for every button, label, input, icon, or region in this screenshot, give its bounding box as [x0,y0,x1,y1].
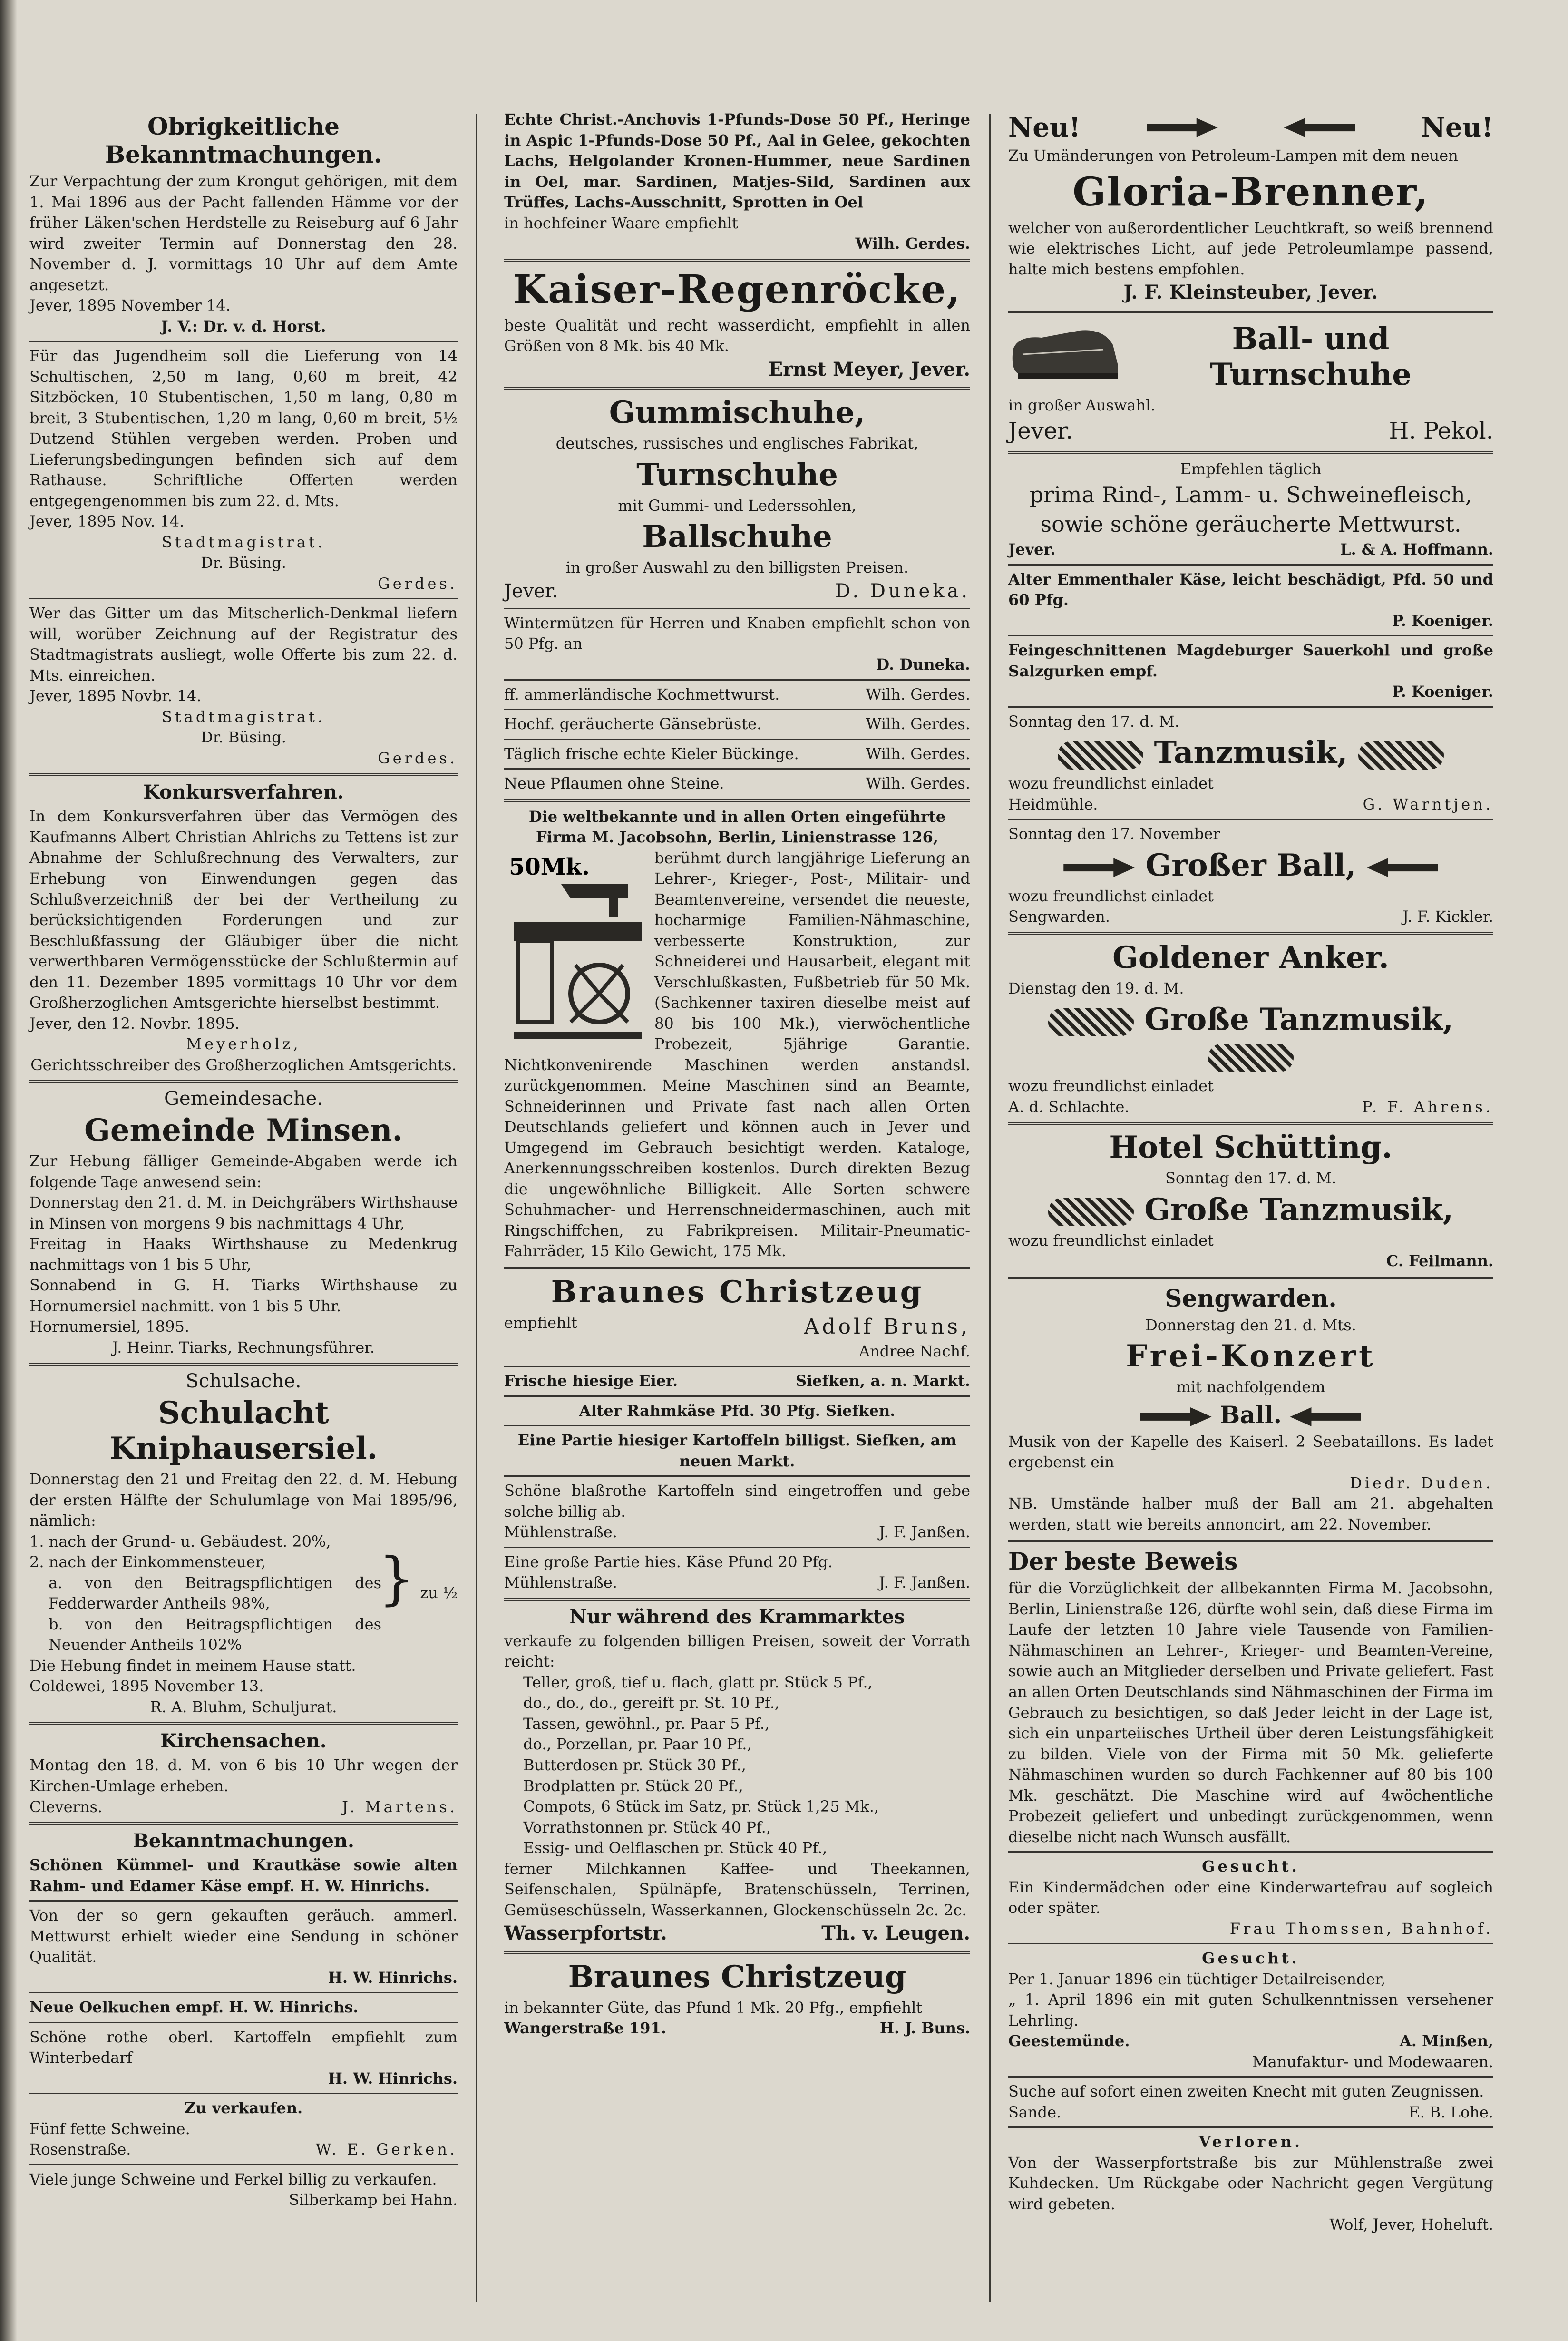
municipal-text: Freitag in Haaks Wirthshause zu Medenkrug nachmittags von 1 bis 5 Uhr, [29,1235,458,1274]
divider [29,341,458,342]
ad-text: Täglich frische echte Kieler Bückinge. [504,744,799,763]
column-right [1008,109,1493,2235]
place: A. d. Schlachte. [1008,1097,1130,1116]
ad-row [504,773,970,794]
ad-text: Wintermützen für Herren und Knaben empfiehlt schon von 50 Pfg. an [504,614,970,653]
place: Rosenstraße. [29,2140,131,2159]
ad-title: Gesucht. [1202,1949,1300,1968]
ad-row [504,714,970,735]
church-signature-row [29,1797,458,1818]
ad-signature: J. F. Kleinsteuber, Jever. [1123,281,1378,304]
signature: Wilh. Gerdes. [866,685,970,703]
brace: } [378,1545,415,1612]
price-list [504,1672,970,1859]
ad-text: Echte Christ.-Anchovis 1-Pfunds-Dose 50 Pf., Heringe in Aspic 1-Pfunds-Dose 50 Pf., Aal in Gelee, gekochten Lachs, Helgolander Kronen-Hummer, neue Sardinen in Oel, mar. Sardinen, Matjes-Sild, Sardinen aux Trüffes, Lachs-Ausschnitt, Sprotten in Oel [504,110,970,212]
municipal-text: Zur Hebung fälliger Gemeinde-Abgaben werde ich folgende Tage anwesend sein: [29,1152,458,1191]
notice-date: Coldewei, 1895 November 13. [29,1677,264,1696]
divider [504,799,970,802]
ad-text: Hochf. geräucherte Gänsebrüste. [504,715,762,733]
price-list-item: do., do., do., gereift pr. St. 10 Pf., [523,1694,780,1712]
divider [29,1822,458,1825]
price-list-item: Butterdosen pr. Stück 30 Pf., [523,1756,746,1774]
ad-subtitle: Große Tanzmusik, [1144,1002,1454,1038]
ad-text: Per 1. Januar 1896 ein tüchtiger Detailreisender, [1008,1970,1386,1988]
ad-text: mit Gummi- und Lederssohlen, [618,496,857,515]
notice-clerk: Gerdes. [378,574,458,593]
notice-signature: Meyerholz, [186,1035,301,1053]
notice-date: Hornumersiel, 1895. [29,1317,190,1336]
notice-gitter: Wer das Gitter um das Mitscherlich-Denkmal liefern will, worüber Zeichnung auf der Registratur des Stadtmagistrats ausliegt, wolle Offerte bis zum 22. d. Mts. einreichen. [29,604,458,684]
ad-signature: D. Duneka. [876,655,970,673]
column-rule-2 [989,114,991,2302]
tanzmusik-row [1008,1192,1493,1228]
pointing-hand-icon [1147,118,1218,137]
place: Wangerstraße 191. [504,2019,666,2038]
ad-signature: H. W. Hinrichs. [328,2069,458,2087]
notice-signature: J. Heinr. Tiarks, Rechnungsführer. [112,1338,375,1356]
place: Wasserpfortstr. [504,1922,667,1945]
pointing-hand-icon [1367,858,1438,877]
divider [1008,932,1493,935]
municipal-label: Gemeindesache. [164,1088,323,1110]
school-label: Schulsache. [185,1370,302,1393]
neu-header [1008,109,1493,146]
ad-text: Frische hiesige Eier. [504,1372,678,1390]
ad-text: wozu freundlichst einladet [1008,774,1214,793]
ad-signature-row [504,578,970,604]
ad-signature: Frau Thomssen, Bahnhof. [1229,1919,1493,1938]
sewing-machine-ad [504,848,970,1262]
divider [504,1475,970,1477]
ad-signature-row [29,2139,458,2160]
municipal-title: Gemeinde Minsen. [84,1112,403,1149]
official-notices-title: Obrigkeitliche Bekanntmachungen. [105,112,382,168]
ad-text: wozu freundlichst einladet [1008,1231,1214,1249]
ad-text: Schöne rothe oberl. Kartoffeln empfiehlt zum Winterbedarf [29,2028,458,2067]
ad-title: Braunes Christzeug [568,1959,906,1995]
page-binding-edge [0,0,17,2341]
neu-label: Neu! [1008,112,1081,143]
ad-text: welcher von außerordentlicher Leuchtkraft, so weiß brennend wie elektrisches Licht, auf jede Petroleumlampe passend, halte mich bestens empfohlen. [1008,218,1493,278]
ad-text: wozu freundlichst einladet [1008,887,1214,905]
divider [1008,2126,1493,2128]
divider [1008,311,1493,313]
signature: Siefken, a. n. Markt. [795,1372,970,1390]
ad-text: Von der so gern gekauften geräuch. ammerl. Mettwurst erhielt wieder eine Sendung in schöner Qualität. [29,1906,458,1966]
ad-text: Zu Umänderungen von Petroleum-Lampen mit dem neuen [1008,146,1458,165]
ornament-icon [1358,741,1444,770]
ad-title: Gesucht. [1202,1857,1300,1876]
signature: L. & A. Hoffmann. [1340,540,1493,558]
divider [504,608,970,609]
ad-signature-row [504,1572,970,1593]
column-rule-1 [476,114,477,2302]
ad-text: ff. ammerländische Kochmettwurst. [504,685,780,703]
ad-text: in großer Auswahl. [1008,396,1156,414]
price-list-item: Vorrathstonnen pr. Stück 40 Pf., [523,1818,771,1836]
ad-title: Ballschuhe [642,519,832,555]
ad-text: wozu freundlichst einladet [1008,1077,1214,1095]
ad-subtitle: Ball. [1219,1400,1282,1429]
signature: J. F. Janßen. [879,1523,970,1541]
ad-row [504,684,970,705]
notice-authority: Stadtmagistrat. [161,533,326,551]
ad-title: prima Rind-, Lamm- u. Schweinefleisch, sowie schöne geräucherte Mettwurst. [1029,481,1472,537]
ad-text: Suche auf sofort einen zweiten Knecht mit guten Zeugnissen. [1008,2082,1484,2101]
ad-signature-row [1008,2031,1493,2052]
divider [1008,1943,1493,1944]
ad-title: Goldener Anker. [1112,939,1389,975]
school-title: Schulacht Kniphausersiel. [109,1395,378,1467]
ad-text: Alter Emmenthaler Käse, leicht beschädigt, Pfd. 50 und 60 Pfg. [1008,570,1493,609]
signature: Wilh. Gerdes. [866,744,970,763]
divider [29,2164,458,2165]
ad-text: „ 1. April 1896 ein mit guten Schulkenntnissen versehener Lehrling. [1008,1990,1493,2029]
signature: J. Martens. [342,1797,458,1816]
ad-text: für die Vorzüglichkeit der allbekannten Firma M. Jacobsohn, Berlin, Linienstraße 126, dürfte wohl sein, daß diese Firma im Laufe der letzten 10 Jahre viele Tausende von Familien-Nähmaschinen an Lehrer-, Krieger- und Beamten-Vereine, sowie auch an Mitglieder derselben und Private geliefert. Fast an allen Orten Deutschlands sind Nähmaschinen der Firma im Gebrauch zu besichtigen, so daß Jeder leicht in der Lage ist, sich ein unparteiisches Urtheil über deren Leistungsfähigkeit zu bilden. Viele von der Firma mit 50 Mk. gelieferte Nähmaschinen wurden so durch Fachkenner auf 80 bis 100 Mk. geschätzt. Die Maschine wird auf 4wöchentliche Probezeit geliefert und unbedingt zurückgenommen, wenn dieselbe nicht nach Wunsch ausfällt. [1008,1579,1493,1846]
event-date: Dienstag den 19. d. M. [1008,979,1184,997]
signature: Th. v. Leugen. [821,1922,970,1945]
signature: G. Warntjen. [1363,795,1493,813]
place: Cleverns. [29,1797,103,1816]
ad-subtitle: Große Tanzmusik, [1144,1191,1454,1228]
notice-date: Jever, 1895 Nov. 14. [29,512,185,531]
signature: W. E. Gerken. [315,2140,458,2159]
dance-title-row [1008,735,1493,771]
shoe-ad [1008,318,1493,395]
ad-title: Tanzmusik, [1154,735,1348,771]
tanzmusik-row [1008,1002,1493,1073]
ad-note: NB. Umstände halber muß der Ball am 21. abgehalten werden, statt wie bereits annoncirt, am 22. November. [1008,1494,1493,1533]
ball-title-row [1008,848,1493,883]
signature: Adolf Bruns, [804,1314,970,1339]
divider [1008,1277,1493,1279]
ad-signature-row [504,1522,970,1543]
event-date: Donnerstag den 21. d. Mts. [1145,1316,1356,1334]
ad-heading: Die weltbekannte und in allen Orten eingeführte Firma M. Jacobsohn, Berlin, Linienstrasse 126, [528,807,946,847]
ad-title: Braunes Christzeug [551,1274,924,1310]
divider [1008,1540,1493,1542]
ad-title: Turnschuhe [636,457,838,493]
ad-signature: C. Feilmann. [1386,1252,1493,1270]
ad-text: deutsches, russisches und englisches Fabrikat, [555,434,919,453]
divider [504,1366,970,1367]
ad-row [504,744,970,765]
place: Jever. [1008,540,1056,558]
sewing-machine-illustration [504,851,647,1051]
price-list-item: Brodplatten pr. Stück 20 Pf., [523,1776,743,1795]
ad-text: Viele junge Schweine und Ferkel billig zu verkaufen. [29,2170,437,2188]
divider [504,1951,970,1954]
price-label: 50Mk. [509,853,590,880]
pointing-hand-icon [1284,118,1355,137]
ad-text: Von der Wasserpfortstraße bis zur Mühlenstraße zwei Kuhdecken. Um Rückgabe oder Nachricht gegen Vergütung wird gebeten. [1008,2153,1493,2213]
event-date: Sonntag den 17. d. M. [1008,712,1180,731]
price-list-item: Essig- und Oelflaschen pr. Stück 40 Pf., [523,1839,828,1857]
notice-date: Jever, den 12. Novbr. 1895. [29,1014,240,1033]
ad-text: Alter Rahmkäse Pfd. 30 Pfg. Siefken. [579,1401,896,1420]
list-item: a. von den Beitragspflichtigen des Fedderwarder Antheils 98%, [49,1573,381,1613]
column-left [29,109,458,2211]
ad-text: Schönen Kümmel- und Krautkäse sowie alten Rahm- und Edamer Käse empf. H. W. Hinrichs. [29,1856,458,1895]
divider [504,259,970,262]
signature: J. F. Janßen. [879,1573,970,1592]
ornament-icon [1048,1198,1134,1226]
ad-title: Gummischuhe, [609,395,866,431]
signature: A. Minßen, [1399,2032,1493,2050]
divider [29,1080,458,1083]
ornament-icon [1048,1008,1134,1036]
ad-signature-row [1008,539,1493,560]
school-text: Die Hebung findet in meinem Hause statt. [29,1656,356,1675]
divider [504,1395,970,1397]
ad-signature: Andree Nachf. [858,1342,970,1360]
school-text: Donnerstag den 21 und Freitag den 22. d. M. Hebung der ersten Hälfte der Schulumlage von Mai 1895/96, nämlich: [29,1470,458,1530]
signature: P. F. Ahrens. [1362,1097,1493,1116]
ad-text: Empfehlen täglich [1180,460,1322,478]
divider [1008,819,1493,820]
notice-signature: J. V.: Dr. v. d. Horst. [161,317,326,335]
ad-text: Neue Oelkuchen empf. H. W. Hinrichs. [29,1998,359,2017]
ad-text: empfiehlt [504,1313,577,1332]
bankruptcy-title: Konkursverfahren. [143,781,344,804]
signature: H. J. Buns. [879,2019,970,2038]
ad-row [504,1371,970,1392]
divider [504,1425,970,1426]
event-date: Sonntag den 17. d. M. [1165,1169,1337,1188]
ad-text: Fünf fette Schweine. [29,2119,190,2138]
divider [29,1900,458,1902]
ad-text: Eine Partie hiesiger Kartoffeln billigst. Siefken, am neuen Markt. [517,1431,957,1470]
school-list [29,1531,458,1656]
divider [1008,2076,1493,2078]
ad-text: verkaufe zu folgenden billigen Preisen, soweit der Vorrath reicht: [504,1631,970,1671]
list-item: 2. nach der Einkommensteuer, [29,1553,266,1571]
ad-text: ferner Milchkannen Kaffee- und Theekannen, Seifenschalen, Spülnäpfe, Bratenschüsseln, Terrinen, Gemüseschüsseln, Wasserkannen, Glockenschüsseln 2c. 2c. [504,1859,970,1919]
divider [1008,451,1493,454]
price-list-item: Tassen, gewöhnl., pr. Paar 5 Pf., [523,1714,770,1733]
ad-text: Feingeschnittenen Magdeburger Sauerkohl und große Salzgurken empf. [1008,641,1493,680]
divider [504,679,970,681]
divider [504,1267,970,1269]
divider [1008,564,1493,566]
column-middle [504,109,970,2039]
notice-authority: Stadtmagistrat. [161,707,326,726]
divider [504,387,970,390]
place: Jever. [504,580,558,602]
signature: Wilh. Gerdes. [866,774,970,793]
divider [29,598,458,599]
divider [1008,1122,1493,1125]
ad-text: Musik von der Kapelle des Kaiserl. 2 Seebataillons. Es ladet ergebenst ein [1008,1432,1493,1472]
price-list-item: Compots, 6 Stück im Satz, pr. Stück 1,25 Mk., [523,1797,879,1816]
divider [1008,1851,1493,1853]
ornament-icon [1058,741,1143,770]
ad-signature-row [1008,794,1493,815]
pointing-hand-icon [1140,1407,1212,1426]
ad-signature-row [1008,2102,1493,2123]
ad-signature: Silberkamp bei Hahn. [289,2191,458,2209]
ad-text: berühmt durch langjährige Lieferung an Lehrer-, Krieger-, Post-, Militair- und Beamtenvereine, versendet die neueste, hocharmige Familien-Nähmaschine, verbesserte Konstruktion, zur Schneiderei und Hausarbeit, elegant mit Verschlußkasten, Fußbetrieb für 50 Mk. (Sachkenner taxiren dieselbe meist auf 80 bis 100 Mk.), vierwöchentliche Probezeit, 5jährige Garantie. Nichtkonvenirende Maschinen werden anstandsl. zurückgenommen. Meine Maschinen sind an Beamte, Schneiderinnen und Private fast nach allen Orten Deutschlands geliefert und können auch in Jever und Umgegend im Gebrauch besichtigt werden. Kataloge, Anerkennungsschreiben kostenlos. Durch direkten Bezug die ungewöhnliche Billigkeit. Alle Sorten schwere Schuhmacher- und Herrenschneidermaschinen, auch mit Ringschiffchen, zu Fabrikpreisen. Militair-Pneumatic-Fahrräder, 15 Kilo Gewicht, 175 Mk. [504,849,970,1260]
announcements-title: Bekanntmachungen. [133,1830,354,1853]
ad-signature-row [504,1313,970,1341]
ad-signature: Wolf, Jever, Hoheluft. [1329,2215,1493,2234]
divider [29,1363,458,1366]
notice-signature: Dr. Büsing. [201,554,286,572]
notice-krongut: Zur Verpachtung der zum Krongut gehörigen, mit dem 1. Mai 1896 aus der Pacht fallenden Hämme vor der früher Läken'schen Herdstelle zu Reiseburg auf 6 Jahr wird zweiter Termin auf Donnerstag den 28. November d. J. vormittags 10 Uhr auf dem Amte angesetzt. [29,172,458,294]
ad-signature-row [1008,416,1493,447]
church-text: Montag den 18. d. M. von 6 bis 10 Uhr wegen der Kirchen-Umlage erheben. [29,1756,458,1795]
signature: D. Duneka. [835,580,970,602]
list-item: b. von den Beitragspflichtigen des Neuender Antheils 102% [49,1615,381,1654]
place: Sengwarden. [1008,907,1110,926]
ad-subtitle: Frei-Konzert [1126,1338,1376,1375]
ornament-icon [1208,1044,1294,1072]
place: Mühlenstraße. [504,1573,617,1592]
ad-title: Hotel Schütting. [1109,1130,1393,1166]
ad-title: Ball- und Turnschuhe [1210,321,1412,392]
ad-signature-row [1008,1097,1493,1118]
divider [29,2022,458,2023]
neu-label: Neu! [1421,112,1493,143]
ad-text: in bekannter Güte, das Pfund 1 Mk. 20 Pfg., empfiehlt [504,1998,923,2017]
divider [29,773,458,776]
ad-title: Zu verkaufen. [184,2099,303,2117]
signature: J. F. Kickler. [1402,907,1493,926]
notice-signature: Dr. Büsing. [201,728,286,747]
place: Heidmühle. [1008,795,1098,813]
notice-date: Jever, 1895 Novbr. 14. [29,687,202,705]
notice-date: Jever, 1895 November 14. [29,296,231,315]
ad-text: beste Qualität und recht wasserdicht, empfiehlt in allen Größen von 8 Mk. bis 40 Mk. [504,316,970,355]
ad-text: in großer Auswahl zu den billigsten Preisen. [565,558,909,577]
divider [1008,706,1493,708]
ad-signature: Wilh. Gerdes. [855,234,970,253]
ball-row [1008,1401,1493,1429]
signature: H. Pekol. [1389,418,1493,445]
ad-text: in hochfeiner Waare empfiehlt [504,214,738,232]
ad-signature: P. Koeniger. [1392,611,1493,630]
price-list-item: do., Porzellan, pr. Paar 10 Pf., [523,1735,752,1754]
pointing-hand-icon [1290,1407,1361,1426]
ad-title: Verloren. [1198,2133,1303,2151]
ad-text: Schöne blaßrothe Kartoffeln sind eingetroffen und gebe solche billig ab. [504,1482,970,1521]
ad-text: Eine große Partie hies. Käse Pfund 20 Pfg. [504,1552,833,1571]
divider [504,1598,970,1601]
ad-signature: P. Koeniger. [1392,683,1493,701]
ad-signature-row [504,2018,970,2039]
municipal-text: Donnerstag den 21. d. M. in Deichgräbers Wirthshause in Minsen von morgens 9 bis nachmittags 4 Uhr, [29,1193,458,1232]
place: Sande. [1008,2103,1062,2121]
divider [29,1722,458,1725]
municipal-text: Sonnabend in G. H. Tiarks Wirthshause zu Hornumersiel nachmitt. von 1 bis 5 Uhr. [29,1276,458,1315]
place: Mühlenstraße. [504,1523,617,1541]
divider [29,2093,458,2094]
ad-title: Gloria-Brenner, [1072,169,1429,215]
shoe-illustration [1008,321,1122,383]
ad-title: Großer Ball, [1145,847,1356,883]
signature: Wilh. Gerdes. [866,715,970,733]
place: Geestemünde. [1008,2032,1130,2050]
ad-signature: H. W. Hinrichs. [328,1968,458,1987]
divider [29,1992,458,1993]
pointing-hand-icon [1063,858,1135,877]
brace-label: zu ½ [420,1583,458,1602]
ad-signature: Diedr. Duden. [1350,1473,1493,1492]
price-list-item: Teller, groß, tief u. flach, glatt pr. Stück 5 Pf., [523,1673,873,1691]
ad-text: Ein Kindermädchen oder eine Kinderwartefrau auf sogleich oder später. [1008,1878,1493,1917]
ad-title: Nur während des Krammarktes [569,1605,905,1628]
divider [504,768,970,770]
ad-signature-row [504,1921,970,1946]
list-item: 1. nach der Grund- u. Gebäudest. 20%, [29,1532,331,1551]
ad-title: Sengwarden. [1165,1284,1337,1312]
notice-jugendheim: Für das Jugendheim soll die Lieferung von 14 Schultischen, 2,50 m lang, 0,60 m breit, 42 Sitzböcken, 10 Stubentischen, 1,50 m lang, 0,80 m breit, 3 Stubentischen, 1,20 m lang, 0,60 m breit, 5½ Dutzend Stühlen vergeben werden. Proben und Lieferungsbedingungen befinden sich auf dem Rathause. Schriftliche Offerten werden entgegengenommen bis zum 22. d. Mts. [29,347,458,510]
ad-title: Kaiser-Regenröcke, [513,266,961,312]
ad-signature: Manufaktur- und Modewaaren. [1252,2052,1493,2071]
notice-clerk: Gerdes. [378,749,458,767]
divider [504,1547,970,1548]
ad-signature: Ernst Meyer, Jever. [768,358,970,380]
ad-text: Neue Pflaumen ohne Steine. [504,774,724,793]
notice-signature: R. A. Bluhm, Schuljurat. [150,1697,337,1716]
divider [1008,635,1493,636]
ad-signature-row [1008,907,1493,927]
place: Jever. [1008,418,1073,445]
bankruptcy-text: In dem Konkursverfahren über das Vermögen des Kaufmanns Albert Christian Ahlrichs zu Tettens ist zur Abnahme der Schlußrechnung des Verwalters, zur Erhebung von Einwendungen gegen das Schlußverzeichniß der bei der Vertheilung zu berücksichtigenden Forderungen und zur Beschlußfassung der Gläubiger über die nicht verwerthbaren Vermögensstücke der Schlußtermin auf den 11. Dezember 1895 vormittags 10 Uhr vor dem Großherzoglichen Amtsgerichte hierselbst bestimmt. [29,807,458,1012]
signature: E. B. Lohe. [1409,2103,1493,2121]
event-date: Sonntag den 17. November [1008,825,1220,843]
divider [504,739,970,740]
divider [504,709,970,710]
ad-title: Der beste Beweis [1008,1547,1238,1576]
ad-text: mit nachfolgendem [1176,1378,1325,1396]
church-title: Kirchensachen. [160,1730,327,1753]
notice-role: Gerichtsschreiber des Großherzoglichen Amtsgerichts. [30,1055,457,1074]
